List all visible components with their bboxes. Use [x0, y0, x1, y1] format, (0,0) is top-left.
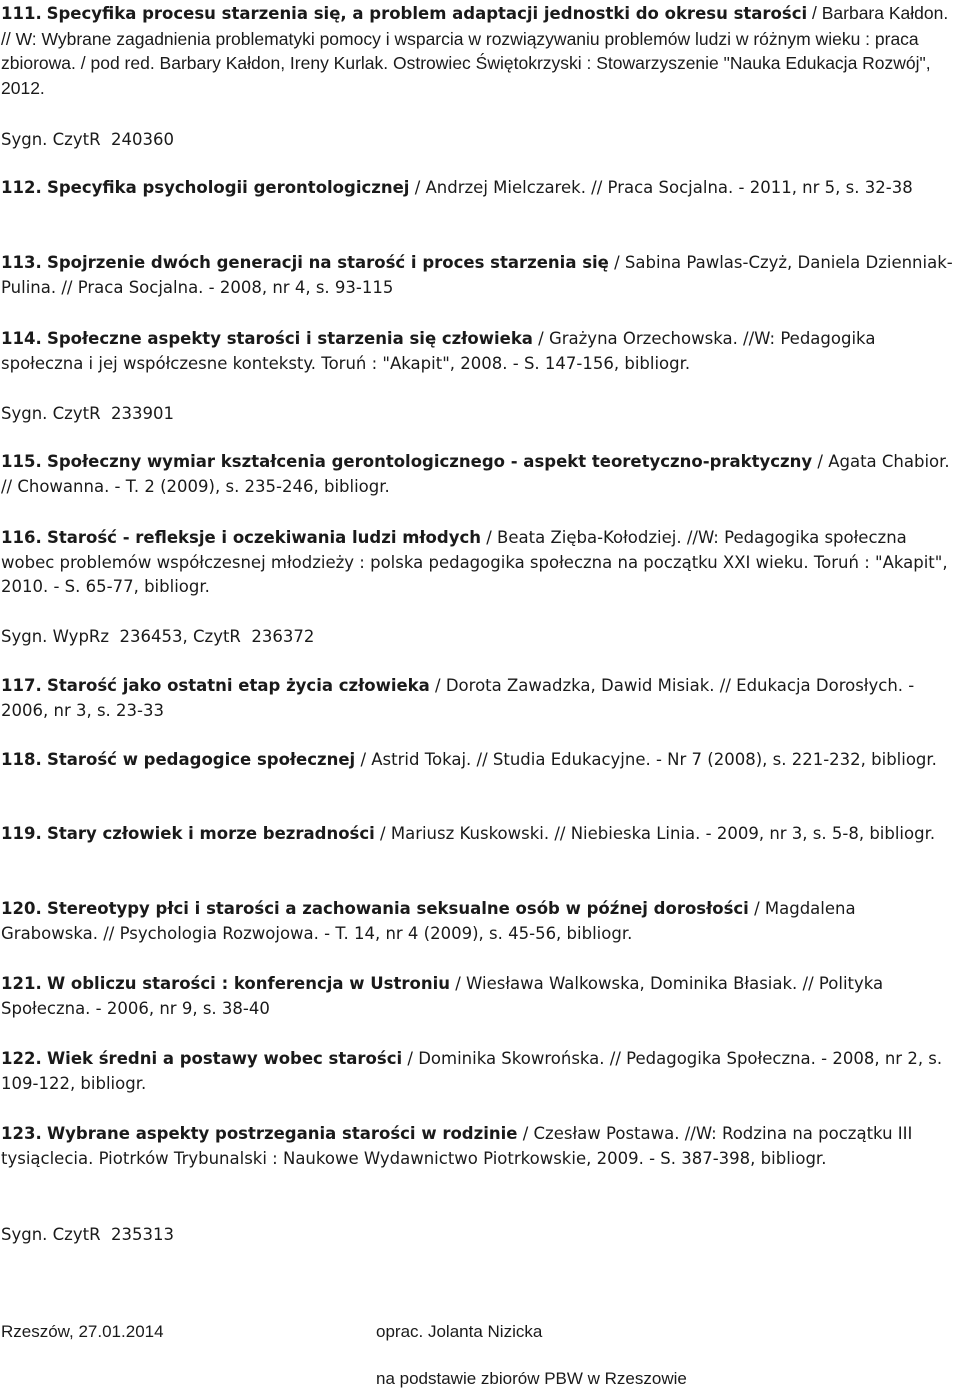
entry-title: Wiek średni a postawy wobec starości — [46, 1049, 403, 1068]
entry-description: / Wiesława Walkowska, Dominika Błasiak. // Polityka Społeczna. - 2006, nr 9, s. 38-40 — [1, 974, 884, 1018]
entry-title: Stereotypy płci i starości a zachowania seksualne osób w późnej dorosłości — [46, 899, 749, 918]
entry-number: 122. — [1, 1049, 42, 1068]
entry-description: / Andrzej Mielczarek. // Praca Socjalna. - 2011, nr 5, s. 32-38 — [409, 178, 913, 197]
entry-number: 115. — [1, 452, 42, 471]
bibliography-entry — [1, 176, 957, 201]
entry-title: Starość - refleksje i oczekiwania ludzi młodych — [46, 528, 481, 547]
entry-number: 121. — [1, 974, 42, 993]
entry-title: Wybrane aspekty postrzegania starości w rodzinie — [46, 1124, 518, 1143]
entry-description: / Magdalena Grabowska. // Psychologia Rozwojowa. - T. 14, nr 4 (2009), s. 45-56, bibliogr. — [1, 899, 856, 943]
bibliography-entry — [1, 897, 957, 946]
entry-description: / Beata Zięba-Kołodziej. //W: Pedagogika społeczna wobec problemów współczesnej młodzieży : polska pedagogika społeczna na początku XXI wieku. Toruń : "Akapit", 2010. - S. 65-77, bibliogr. — [1, 528, 948, 596]
bibliography-entry — [1, 1, 957, 100]
entry-number: 116. — [1, 528, 42, 547]
entry-description: / Agata Chabior. // Chowanna. - T. 2 (2009), s. 235-246, bibliogr. — [1, 452, 950, 496]
call-number: Sygn. CzytR 235313 — [1, 1225, 175, 1244]
entry-number: 117. — [1, 676, 42, 695]
entry-number: 120. — [1, 899, 42, 918]
bibliography-entry — [1, 251, 957, 300]
footer-prepared-by: oprac. Jolanta Nizicka — [376, 1322, 543, 1341]
entry-description: / Dorota Zawadzka, Dawid Misiak. // Edukacja Dorosłych. - 2006, nr 3, s. 23-33 — [1, 676, 915, 720]
entry-description: / Sabina Pawlas-Czyż, Daniela Dzienniak-Pulina. // Praca Socjalna. - 2008, nr 4, s. 93-115 — [1, 253, 953, 297]
entry-title: Społeczne aspekty starości i starzenia się człowieka — [46, 329, 533, 348]
call-number: Sygn. WypRz 236453, CzytR 236372 — [1, 627, 315, 646]
footer-place-date: Rzeszów, 27.01.2014 — [1, 1322, 164, 1341]
entry-description: / Czesław Postawa. //W: Rodzina na początku III tysiąclecia. Piotrków Trybunalski : Naukowe Wydawnictwo Piotrkowskie, 2009. - S. 387-398, bibliogr. — [1, 1124, 913, 1168]
entry-title: Starość w pedagogice społecznej — [46, 750, 356, 769]
bibliography-entry — [1, 450, 957, 499]
bibliography-entry — [1, 1047, 957, 1096]
entry-title: Stary człowiek i morze bezradności — [46, 824, 375, 843]
bibliography-entry — [1, 822, 957, 847]
bibliography-entry — [1, 972, 957, 1021]
entry-number: 118. — [1, 750, 42, 769]
entry-description: / Dominika Skowrońska. // Pedagogika Społeczna. - 2008, nr 2, s. 109-122, bibliogr. — [1, 1049, 943, 1093]
entry-title: Spojrzenie dwóch generacji na starość i proces starzenia się — [46, 253, 609, 272]
entry-title: Starość jako ostatni etap życia człowieka — [46, 676, 430, 695]
entry-description: / Barbara Kałdon. // W: Wybrane zagadnienia problematyki pomocy i wsparcia w rozwiązywaniu problemów ludzi w różnym wieku : praca zbiorowa. / pod red. Barbary Kałdon, Ireny Kurlak. Ostrowiec Świętokrzyski : Stowarzyszenie "Nauka Edukacja Rozwój", 2012. — [1, 3, 949, 98]
call-number: Sygn. CzytR 240360 — [1, 130, 175, 149]
entry-number: 111. — [1, 4, 42, 23]
bibliography-entry — [1, 327, 957, 376]
entry-title: Specyfika psychologii gerontologicznej — [46, 178, 410, 197]
entry-number: 112. — [1, 178, 42, 197]
entry-description: / Grażyna Orzechowska. //W: Pedagogika społeczna i jej współczesne konteksty. Toruń : "Akapit", 2008. - S. 147-156, bibliogr. — [1, 329, 876, 373]
entry-description: / Astrid Tokaj. // Studia Edukacyjne. - Nr 7 (2008), s. 221-232, bibliogr. — [355, 750, 937, 769]
entry-number: 114. — [1, 329, 42, 348]
entry-title: Społeczny wymiar kształcenia gerontologicznego - aspekt teoretyczno-praktyczny — [46, 452, 813, 471]
entry-title: Specyfika procesu starzenia się, a problem adaptacji jednostki do okresu starości — [46, 4, 808, 23]
entry-number: 123. — [1, 1124, 42, 1143]
bibliography-entry — [1, 674, 957, 723]
bibliography-entry — [1, 748, 957, 773]
bibliography-entry — [1, 1122, 957, 1171]
bibliography-entry — [1, 526, 957, 600]
footer-source: na podstawie zbiorów PBW w Rzeszowie — [376, 1369, 687, 1388]
entry-number: 113. — [1, 253, 42, 272]
entry-title: W obliczu starości : konferencja w Ustroniu — [46, 974, 450, 993]
entry-description: / Mariusz Kuskowski. // Niebieska Linia. - 2009, nr 3, s. 5-8, bibliogr. — [374, 824, 936, 843]
call-number: Sygn. CzytR 233901 — [1, 404, 175, 423]
entry-number: 119. — [1, 824, 42, 843]
